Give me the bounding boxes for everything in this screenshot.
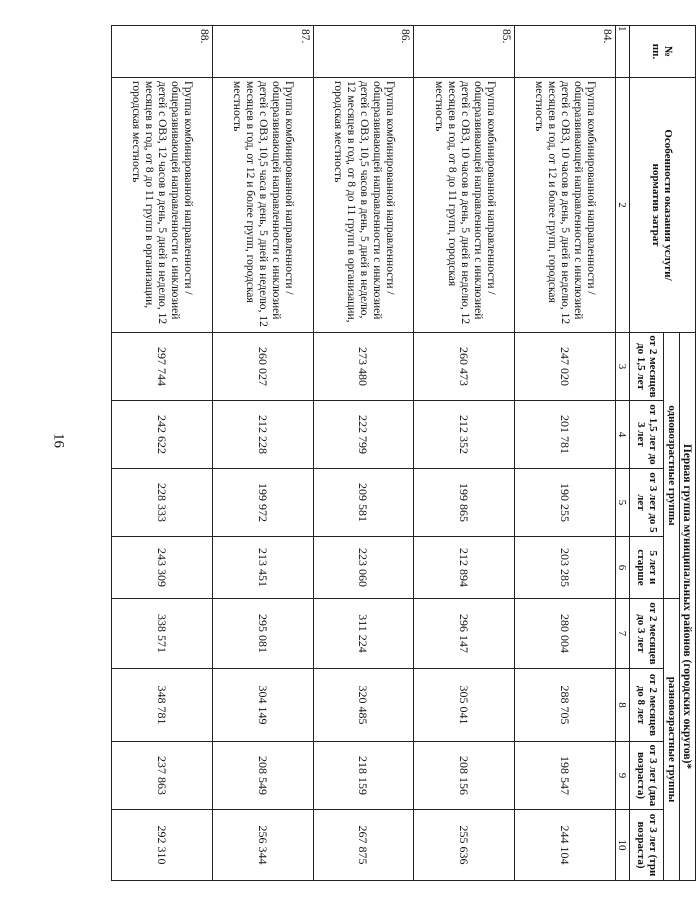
column-number-2: 2 bbox=[615, 78, 629, 333]
cost-value: 223 060 bbox=[313, 537, 414, 599]
cost-value: 247 020 bbox=[514, 333, 615, 401]
header-sub-4: от 1,5 лет до 3 лет bbox=[629, 401, 664, 469]
column-number-1: 1 bbox=[615, 26, 629, 78]
cost-value: 305 041 bbox=[414, 669, 515, 742]
cost-value: 208 549 bbox=[212, 742, 313, 810]
cost-value: 304 149 bbox=[212, 669, 313, 742]
cost-value: 296 147 bbox=[414, 599, 515, 669]
row-number: 84. bbox=[514, 26, 615, 78]
service-description: Группа комбинированной направленности / общеразвивающей направленности с инклюзией детей с ОВЗ, 10 часов в день, 5 дней в неделю, 12 месяцев в год, от 8 до 11 групп, городская местность bbox=[414, 78, 515, 333]
table-row bbox=[414, 26, 515, 881]
column-number-7: 7 bbox=[615, 599, 629, 669]
cost-value: 199 865 bbox=[414, 469, 515, 537]
row-number: 85. bbox=[414, 26, 515, 78]
cost-value: 212 352 bbox=[414, 401, 515, 469]
header-row-1 bbox=[679, 26, 695, 881]
cost-value: 199 972 bbox=[212, 469, 313, 537]
cost-value: 228 333 bbox=[112, 469, 213, 537]
header-sub-7: от 2 месяцев до 3 лет bbox=[629, 599, 664, 669]
cost-value: 297 744 bbox=[112, 333, 213, 401]
table-body bbox=[112, 26, 696, 881]
service-description: Группа комбинированной направленности / общеразвивающей направленности с инклюзией детей с ОВЗ, 10,5 часов в день, 5 дней в неделю, 12 месяцев в год, от 8 до 11 групп в организации, городская местность bbox=[313, 78, 414, 333]
header-group-title: Первая группа муниципальных районов (городских округов)* bbox=[679, 333, 695, 881]
table-row bbox=[112, 26, 213, 881]
header-single-age: одновозрастные группы bbox=[664, 333, 679, 599]
cost-value: 260 473 bbox=[414, 333, 515, 401]
cost-value: 209 581 bbox=[313, 469, 414, 537]
service-description: Группа комбинированной направленности / общеразвивающей направленности с инклюзией детей с ОВЗ, 10 часов в день, 5 дней в неделю, 12 месяцев в год, от 12 и более групп, городская местность bbox=[514, 78, 615, 333]
cost-value: 260 027 bbox=[212, 333, 313, 401]
cost-value: 208 156 bbox=[414, 742, 515, 810]
table-row bbox=[514, 26, 615, 881]
column-number-row bbox=[615, 26, 629, 881]
row-number: 87. bbox=[212, 26, 313, 78]
cost-value: 256 344 bbox=[212, 810, 313, 881]
column-number-4: 4 bbox=[615, 401, 629, 469]
header-sub-8: от 2 месяцев до 8 лет bbox=[629, 669, 664, 742]
cost-value: 237 863 bbox=[112, 742, 213, 810]
header-col-desc: Особенности оказания услуги/ норматив затрат bbox=[629, 78, 695, 333]
column-number-3: 3 bbox=[615, 333, 629, 401]
row-number: 88. bbox=[112, 26, 213, 78]
cost-value: 218 159 bbox=[313, 742, 414, 810]
cost-value: 292 310 bbox=[112, 810, 213, 881]
cost-value: 243 309 bbox=[112, 537, 213, 599]
cost-value: 244 104 bbox=[514, 810, 615, 881]
service-description: Группа комбинированной направленности / общеразвивающей направленности с инклюзией детей с ОВЗ, 10,5 часа в день, 5 дней в неделю, 12 месяцев в год, от 12 и более групп, городская местность bbox=[212, 78, 313, 333]
rotated-table-container bbox=[0, 25, 696, 877]
row-number: 86. bbox=[313, 26, 414, 78]
header-sub-3: от 2 месяцев до 1,5 лет bbox=[629, 333, 664, 401]
cost-value: 212 228 bbox=[212, 401, 313, 469]
cost-value: 203 285 bbox=[514, 537, 615, 599]
cost-value: 201 781 bbox=[514, 401, 615, 469]
column-number-6: 6 bbox=[615, 537, 629, 599]
header-col-num: № пп. bbox=[629, 26, 695, 78]
cost-value: 198 547 bbox=[514, 742, 615, 810]
column-number-9: 9 bbox=[615, 742, 629, 810]
service-description: Группа комбинированной направленности / общеразвивающей направленности с инклюзией детей с ОВЗ, 12 часов в день, 5 дней в неделю, 12 месяцев в год, от 8 до 11 групп в организации, городская местность bbox=[112, 78, 213, 333]
cost-value: 348 781 bbox=[112, 669, 213, 742]
table-row bbox=[212, 26, 313, 881]
page-number: 16 bbox=[50, 433, 67, 448]
header-multi-age: разновозрастные группы bbox=[664, 599, 679, 881]
cost-value: 212 894 bbox=[414, 537, 515, 599]
cost-value: 213 451 bbox=[212, 537, 313, 599]
cost-value: 320 485 bbox=[313, 669, 414, 742]
cost-value: 255 636 bbox=[414, 810, 515, 881]
cost-value: 295 081 bbox=[212, 599, 313, 669]
header-sub-6: 5 лет и старше bbox=[629, 537, 664, 599]
cost-value: 280 004 bbox=[514, 599, 615, 669]
header-sub-5: от 3 лет до 5 лет bbox=[629, 469, 664, 537]
cost-value: 311 224 bbox=[313, 599, 414, 669]
cost-value: 288 705 bbox=[514, 669, 615, 742]
header-sub-10: от 3 лет (три возраста) bbox=[629, 810, 664, 881]
cost-value: 190 255 bbox=[514, 469, 615, 537]
header-sub-9: от 3 лет (два возраста) bbox=[629, 742, 664, 810]
table-row bbox=[313, 26, 414, 881]
column-number-10: 10 bbox=[615, 810, 629, 881]
cost-value: 267 875 bbox=[313, 810, 414, 881]
cost-value: 242 622 bbox=[112, 401, 213, 469]
column-number-8: 8 bbox=[615, 669, 629, 742]
cost-value: 222 799 bbox=[313, 401, 414, 469]
cost-value: 338 571 bbox=[112, 599, 213, 669]
cost-norms-table bbox=[111, 25, 696, 881]
cost-value: 273 480 bbox=[313, 333, 414, 401]
column-number-5: 5 bbox=[615, 469, 629, 537]
